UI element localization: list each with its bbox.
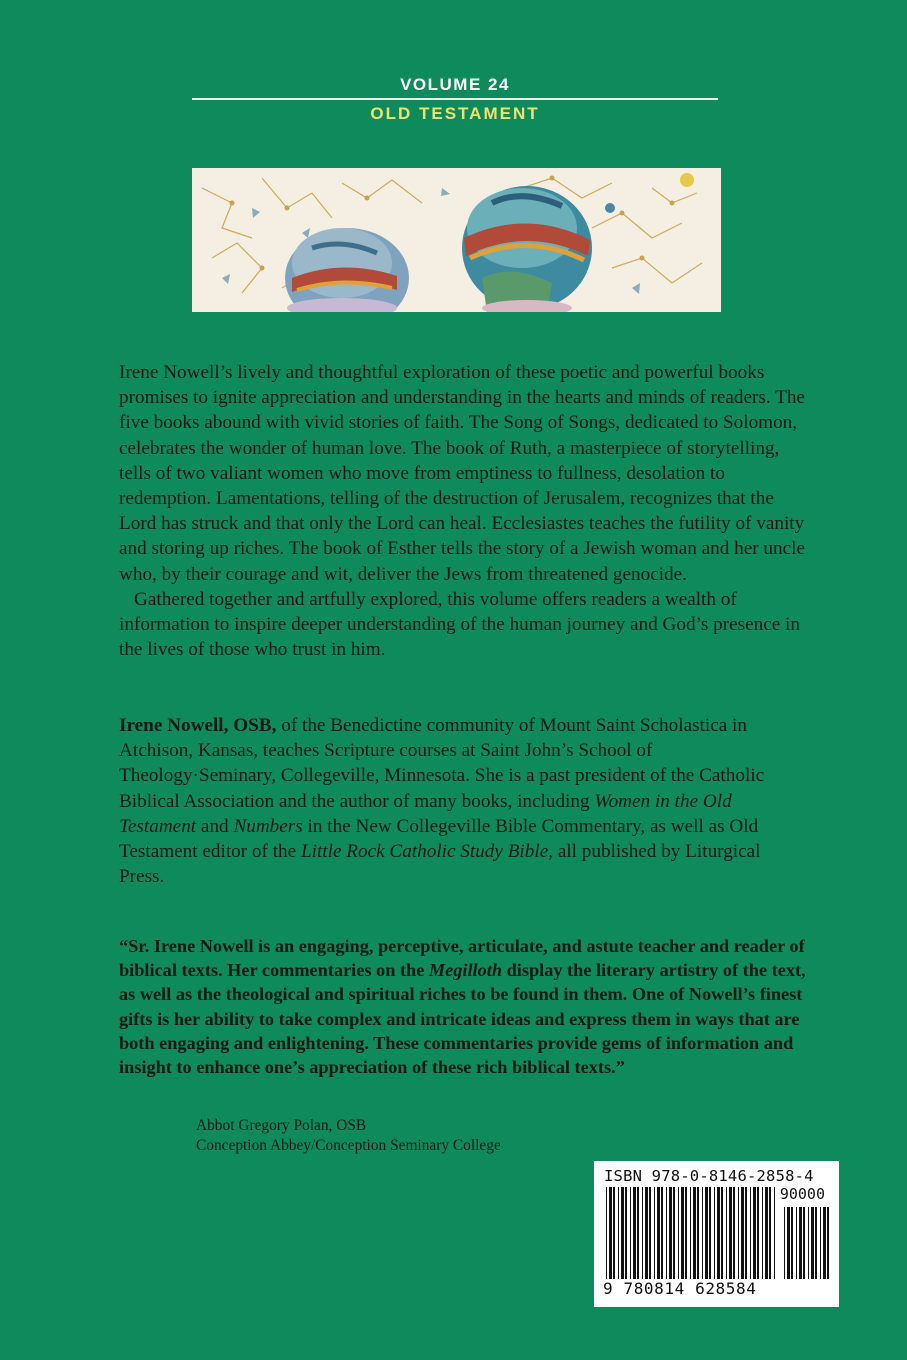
- quote-attribution: [196, 1116, 501, 1155]
- barcode-bar: [705, 1187, 708, 1279]
- bio-text: , all published by Liturgical Press.: [119, 841, 761, 888]
- barcode-bar: [769, 1187, 771, 1279]
- bio-text: in the New Collegeville Bible Commentary, as well as Old Testament editor of the: [119, 815, 759, 863]
- quote-text: “Sr. Irene Nowell is an engaging, perceptive, articulate, and astute teacher and reader of biblical texts. Her commentaries on the: [119, 936, 805, 981]
- attribution-name: Abbot Gregory Polan, OSB: [196, 1117, 367, 1134]
- barcode-bar: [685, 1187, 687, 1279]
- barcode-bar: [729, 1187, 732, 1279]
- barcode-bar: [823, 1207, 826, 1279]
- barcode-bar: [733, 1187, 735, 1279]
- barcode-bar: [693, 1187, 696, 1279]
- barcode-bar: [765, 1187, 768, 1279]
- price-code: 90000: [779, 1185, 825, 1203]
- painting-two-figures-icon: [192, 168, 721, 312]
- barcode-bar: [820, 1207, 821, 1279]
- barcode-bar: [803, 1207, 805, 1279]
- attribution-org: Conception Abbey/Conception Seminary College: [196, 1136, 501, 1154]
- barcode-bar: [625, 1187, 627, 1279]
- description-paragraph: Irene Nowell’s lively and thoughtful exploration of these poetic and powerful books promises to ignite appreciation and understanding in the hearts and minds of readers. The five books abound with vivid stories of faith. The Song of Songs, dedicated to Solomon, celebrates the wonder of human love. The book of Ruth, a masterpiece of storytelling, tells of two valiant women who move from emptiness to fullness, desolation to redemption. Lamentations, telling of the destruction of Jerusalem, recognizes that the Lord has struck and that only the Lord can heal. Ecclesiastes teaches the futility of vanity and storing up riches. The book of Esther tells the story of a Jewish woman and her uncle who, by their courage and wit, deliver the Jews from threatened genocide.: [119, 362, 805, 585]
- quote-text: display the literary artistry of the text, as well as the theological and spiritual riches to be found in them. One of Nowell’s finest gifts is her ability to take complex and intricate ideas and express them in ways that are both engaging and enlightening. These commentaries provide gems of information and insight to enhance one’s appreciation of these rich biblical texts.”: [119, 960, 806, 1078]
- barcode-bar: [630, 1187, 631, 1279]
- barcode-bar: [738, 1187, 739, 1279]
- barcode-bar: [654, 1187, 655, 1279]
- barcode-bar: [774, 1187, 775, 1279]
- barcode-bar: [690, 1187, 691, 1279]
- barcode-bar: [657, 1187, 660, 1279]
- barcode-bar: [669, 1187, 672, 1279]
- barcode-bar: [787, 1207, 790, 1279]
- barcode-bar: [815, 1207, 817, 1279]
- book-title: Women in the Old Testament: [119, 790, 732, 837]
- barcode-bar: [791, 1207, 793, 1279]
- barcode-bar: [757, 1187, 759, 1279]
- series-name: OLD TESTAMENT: [370, 104, 540, 123]
- barcode-bar: [697, 1187, 699, 1279]
- volume-number: VOLUME 24: [400, 75, 510, 94]
- barcode-bar: [799, 1207, 802, 1279]
- header: [192, 74, 718, 125]
- barcode-bar: [673, 1187, 675, 1279]
- barcode-bar: [808, 1207, 809, 1279]
- barcode-bar: [784, 1207, 785, 1279]
- isbn-barcode: [594, 1161, 839, 1307]
- bio-text: of the Benedictine community of Mount Saint Scholastica in Atchison, Kansas, teaches Scripture courses at Saint John’s School of Theology·Seminary, Collegeville, Minnesota. She is a past president of the Catholic Biblical Association and the author of many books, including: [119, 715, 765, 812]
- barcode-bar: [745, 1187, 747, 1279]
- barcode-bar: [741, 1187, 744, 1279]
- barcode-bar: [661, 1187, 663, 1279]
- bio-text: and: [196, 815, 234, 837]
- barcode-bar: [726, 1187, 727, 1279]
- barcode-bar: [609, 1187, 612, 1279]
- barcode-bar: [714, 1187, 715, 1279]
- barcode-bar: [681, 1187, 684, 1279]
- barcode-bar: [613, 1187, 615, 1279]
- barcode-bar: [618, 1187, 619, 1279]
- barcode-bar: [827, 1207, 829, 1279]
- barcode-digits: 9 780814 628584: [603, 1279, 757, 1298]
- description-paragraph: Gathered together and artfully explored, this volume offers readers a wealth of information to inspire deeper understanding of the human journey and God’s presence in the lives of those who trust in him.: [119, 588, 800, 661]
- barcode-bar: [633, 1187, 636, 1279]
- book-description: [119, 360, 809, 662]
- barcode-bar: [637, 1187, 639, 1279]
- barcode-bar: [645, 1187, 648, 1279]
- barcode-bar: [702, 1187, 703, 1279]
- author-bio: [119, 713, 809, 889]
- header-divider: [192, 98, 718, 100]
- author-name: Irene Nowell, OSB,: [119, 715, 277, 736]
- barcode-bar: [762, 1187, 763, 1279]
- endorsement-quote: [119, 934, 819, 1079]
- book-title: Numbers: [233, 815, 303, 837]
- barcode-bar: [753, 1187, 756, 1279]
- barcode-bar: [750, 1187, 751, 1279]
- barcode-bar: [666, 1187, 667, 1279]
- barcode-bar: [678, 1187, 679, 1279]
- barcode-bar: [796, 1207, 797, 1279]
- barcode-bar: [642, 1187, 643, 1279]
- cover-artwork: [192, 168, 721, 312]
- barcode-bar: [721, 1187, 723, 1279]
- barcode-bar: [709, 1187, 711, 1279]
- isbn-label: ISBN 978-0-8146-2858-4: [604, 1167, 814, 1185]
- barcode-bar: [811, 1207, 814, 1279]
- barcode-bar: [621, 1187, 624, 1279]
- book-title: Little Rock Catholic Study Bible: [300, 841, 549, 863]
- quote-title: Megilloth: [428, 960, 503, 981]
- barcode-bar: [717, 1187, 720, 1279]
- barcode-bar: [649, 1187, 651, 1279]
- barcode-bar: [606, 1187, 607, 1279]
